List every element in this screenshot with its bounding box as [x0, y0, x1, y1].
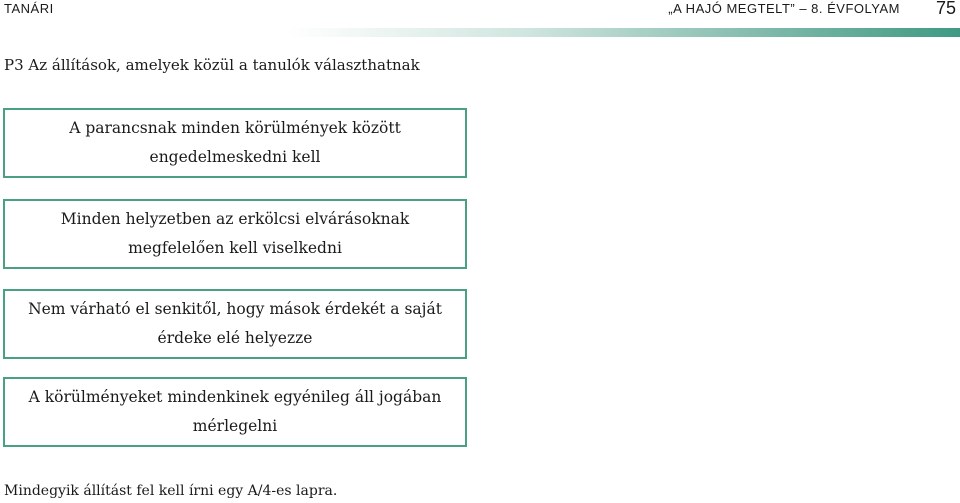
statement-text: A körülményeket mindenkinek egyénileg áll jogában mérlegelni [28, 388, 442, 435]
statement-text: A parancsnak minden körülmények között engedelmeskedni kell [69, 119, 401, 166]
section-title: P3 Az állítások, amelyek közül a tanulók választhatnak [4, 56, 420, 74]
page-header [0, 0, 960, 40]
header-book-title: „A HAJÓ MEGTELT” – 8. ÉVFOLYAM [668, 1, 900, 16]
footer-note: Mindegyik állítást fel kell írni egy A/4-es lapra. [4, 483, 338, 499]
statement-box-4 [3, 377, 467, 447]
statement-box-3 [3, 289, 467, 359]
statement-box-2 [3, 199, 467, 269]
header-decorative-bar [0, 28, 960, 37]
header-section-label: TANÁRI [4, 1, 54, 16]
page-number: 75 [935, 0, 956, 18]
statement-text: Minden helyzetben az erkölcsi elvárásoknak megfelelően kell viselkedni [60, 210, 410, 257]
statement-text: Nem várható el senkitől, hogy mások érdekét a saját érdeke elé helyezze [28, 300, 442, 347]
statement-box-1 [3, 108, 467, 178]
